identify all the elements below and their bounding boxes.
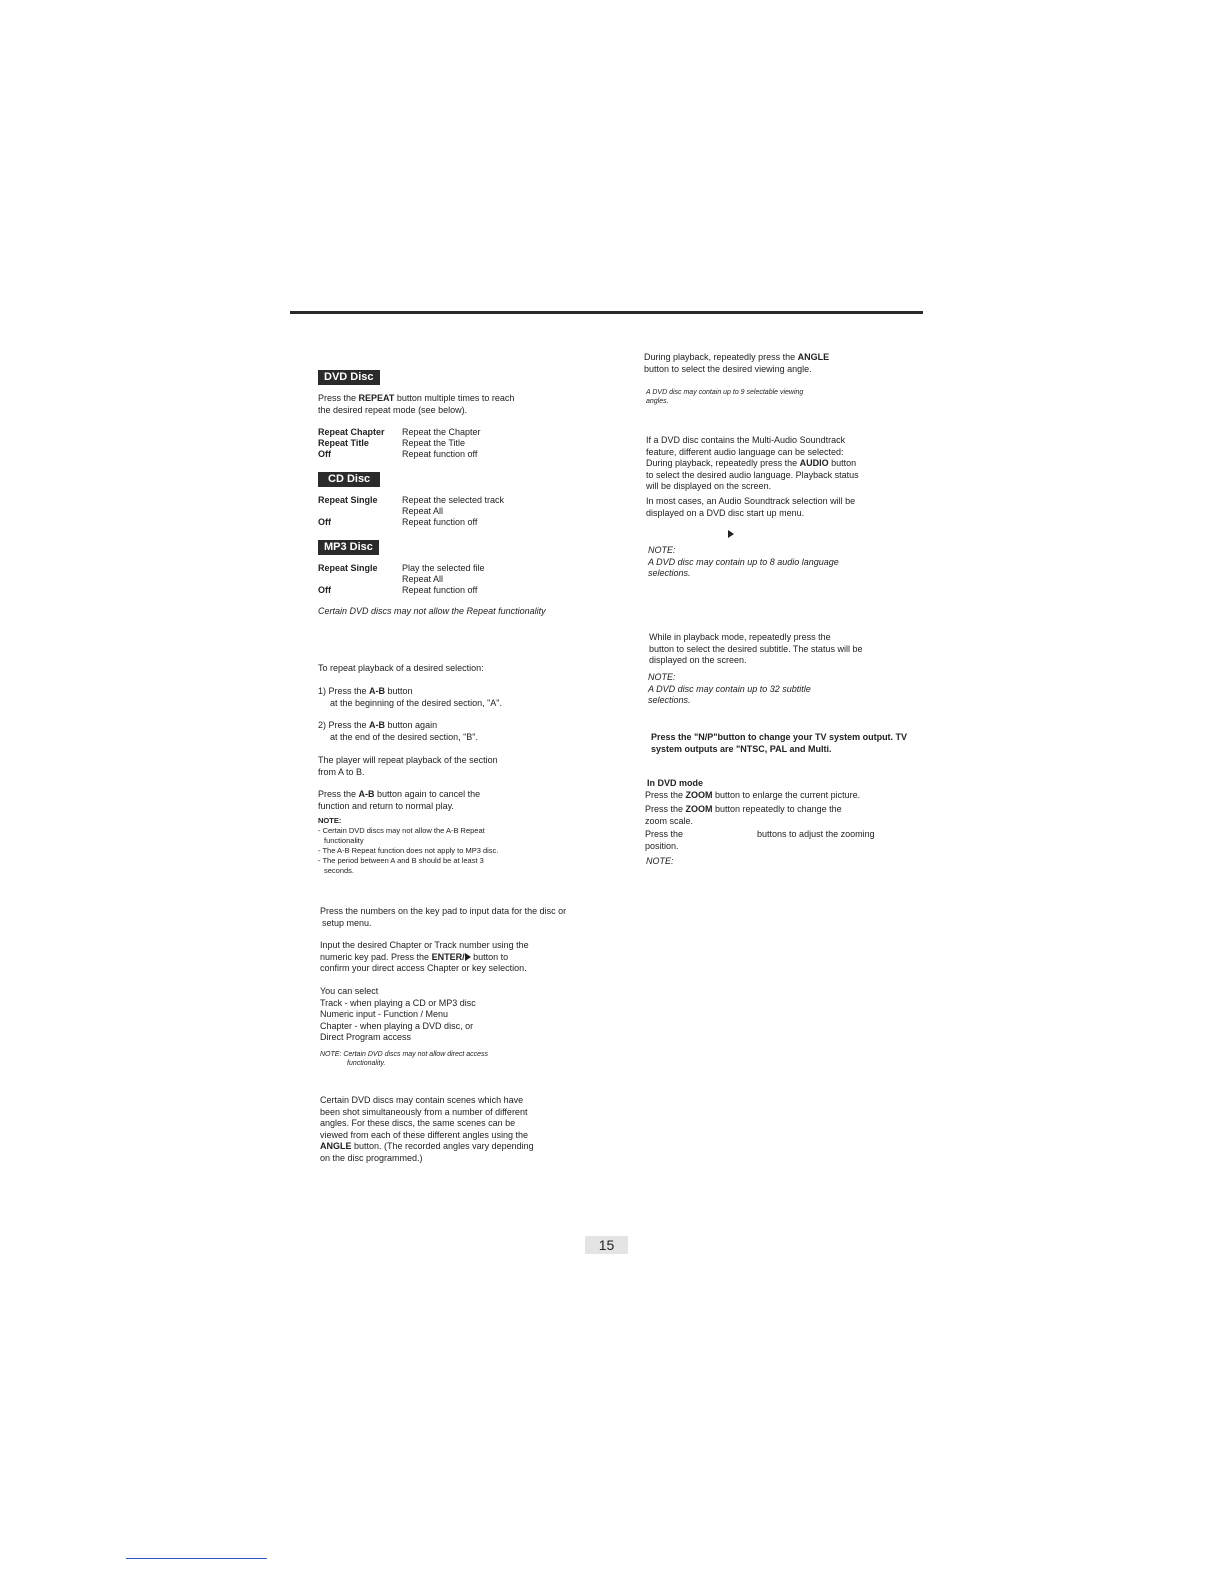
ab-step-1: 1) Press the A-B button at the beginning of the desired section, "A". bbox=[318, 686, 503, 708]
numeric-instruction: Press the numbers on the key pad to input data for the disc or setup menu. bbox=[320, 906, 567, 928]
dvd-disc-tag: DVD Disc bbox=[318, 370, 380, 385]
ab-note: NOTE: - Certain DVD discs may not allow the A-B Repeat functionality - The A-B Repeat function does not apply to MP3 disc. - The period between A and B should be at least 3 seconds. bbox=[318, 816, 499, 875]
dvd-row: Repeat Chapter Repeat the Chapter bbox=[318, 427, 481, 437]
angle-note: A DVD disc may contain up to 9 selectable viewing angles. bbox=[646, 389, 804, 405]
subtitle-description: While in playback mode, repeatedly press the button to select the desired subtitle. The status will be displayed on the screen. bbox=[649, 632, 863, 665]
numeric-list: You can select Track - when playing a CD or MP3 disc Numeric input - Function / Menu Chapter - when playing a DVD disc, or Direct Program access bbox=[320, 986, 476, 1042]
ab-cancel-text: Press the A-B button again to cancel the function and return to normal play. bbox=[318, 789, 481, 811]
zoom-note: NOTE: bbox=[646, 856, 674, 866]
ab-step-2: 2) Press the A-B button again at the end of the desired section, "B". bbox=[318, 720, 478, 742]
mp3-row: Repeat Single Play the selected file bbox=[318, 563, 485, 573]
np-description: Press the "N/P"button to change your TV system output. TV system outputs are "NTSC, PAL and Multi. bbox=[651, 732, 908, 754]
angle-description: Certain DVD discs may contain scenes which have been shot simultaneously from a number of different angles. For these discs, the same scenes can be viewed from each of these different angles using the ANGLE button. (The recorded angles vary depending on the disc programmed.) bbox=[320, 1095, 534, 1163]
zoom-instruction: Press the ZOOM button to enlarge the current picture. bbox=[645, 790, 861, 800]
cd-row: Repeat All bbox=[402, 506, 444, 516]
dvd-row: Off Repeat function off bbox=[318, 449, 478, 459]
angle-instruction: During playback, repeatedly press the ANGLE button to select the desired viewing angle. bbox=[644, 352, 830, 374]
mp3-row: Repeat All bbox=[402, 574, 444, 584]
zoom-heading: In DVD mode bbox=[647, 778, 704, 788]
audio-description: If a DVD disc contains the Multi-Audio Soundtrack feature, different audio language can be selected: During playback, repeatedly press the AUDIO button to select the desired audio language. Playback status will be displayed on the screen. bbox=[646, 435, 859, 491]
ab-repeat-text: The player will repeat playback of the section from A to B. bbox=[318, 755, 498, 777]
cd-row: Off Repeat function off bbox=[318, 517, 478, 527]
mp3-row: Off Repeat function off bbox=[318, 585, 478, 595]
cd-row: Repeat Single Repeat the selected track bbox=[318, 495, 505, 505]
dvd-repeat-instruction: Press the REPEAT button multiple times to reach the desired repeat mode (see below). bbox=[318, 393, 515, 415]
cd-disc-tag: CD Disc bbox=[318, 472, 380, 487]
repeat-note: Certain DVD discs may not allow the Repeat functionality bbox=[318, 606, 546, 616]
numeric-enter-text: Input the desired Chapter or Track number using the numeric key pad. Press the ENTER/ button to confirm your direct access Chapter or key selection. bbox=[320, 940, 529, 973]
header-rule bbox=[290, 311, 923, 314]
dvd-row: Repeat Title Repeat the Title bbox=[318, 438, 466, 448]
audio-note: NOTE: A DVD disc may contain up to 8 audio language selections. bbox=[648, 545, 839, 578]
subtitle-note: NOTE: A DVD disc may contain up to 32 subtitle selections. bbox=[648, 672, 811, 705]
footer-link-line bbox=[126, 1558, 267, 1559]
numeric-note: NOTE: Certain DVD discs may not allow direct access functionality. bbox=[320, 1051, 489, 1067]
ab-intro: To repeat playback of a desired selection: bbox=[318, 663, 484, 673]
audio-menu-text: In most cases, an Audio Soundtrack selection will be displayed on a DVD disc start up menu. bbox=[646, 496, 856, 518]
zoom-position-text: Press the buttons to adjust the zooming position. bbox=[645, 829, 875, 851]
play-icon bbox=[728, 530, 734, 538]
mp3-disc-tag: MP3 Disc bbox=[318, 540, 379, 555]
zoom-scale-text: Press the ZOOM button repeatedly to change the zoom scale. bbox=[645, 804, 842, 826]
page-number: 15 bbox=[585, 1236, 628, 1254]
